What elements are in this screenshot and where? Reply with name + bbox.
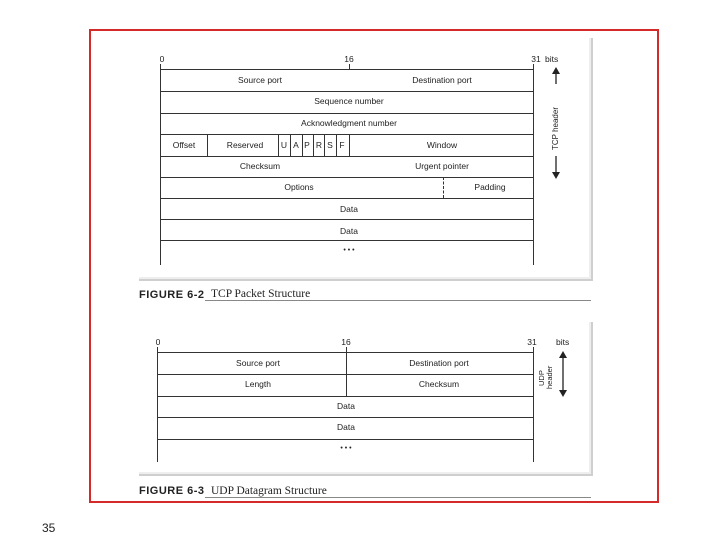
- tcp-div-r: [324, 134, 325, 156]
- tcp-div-reserved: [278, 134, 279, 156]
- tcp-flag-u: U: [280, 140, 288, 150]
- udp-bit-0: 0: [155, 337, 161, 347]
- tcp-offset: Offset: [172, 140, 196, 150]
- page-number: 35: [42, 521, 56, 535]
- tcp-sequence-number: Sequence number: [314, 96, 384, 106]
- tcp-left-border: [160, 69, 161, 265]
- udp-bit-31: 31: [527, 337, 537, 347]
- udp-length: Length: [245, 379, 271, 389]
- tcp-destination-port: Destination port: [412, 75, 472, 85]
- udp-data-2: Data: [337, 422, 355, 432]
- tcp-bits-unit: bits: [545, 54, 559, 64]
- tcp-ack-number: Acknowledgment number: [301, 118, 397, 128]
- tcp-div-s: [336, 134, 337, 156]
- udp-data-1: Data: [337, 401, 355, 411]
- tcp-urgent-pointer: Urgent pointer: [415, 161, 469, 171]
- udp-bit-16: 16: [341, 337, 351, 347]
- tcp-bit-16: 16: [344, 54, 354, 64]
- udp-header-label-line2: header: [545, 365, 554, 389]
- udp-header-arrow: [556, 350, 570, 398]
- tcp-div-u: [290, 134, 291, 156]
- tcp-row-ports: [160, 69, 534, 91]
- tcp-padding: Padding: [474, 182, 506, 192]
- tcp-header-label: TCP header: [551, 107, 560, 150]
- udp-caption-rule: [205, 497, 591, 498]
- tcp-div-f: [349, 134, 350, 156]
- tcp-caption-title: TCP Packet Structure: [211, 288, 311, 300]
- udp-ellipsis: • • •: [340, 445, 352, 452]
- tcp-flag-p: P: [304, 140, 310, 150]
- tcp-flag-s: S: [327, 140, 333, 150]
- udp-checksum: Checksum: [418, 379, 460, 389]
- tcp-div-offset: [207, 134, 208, 156]
- udp-caption-title: UDP Datagram Structure: [211, 485, 327, 497]
- tcp-row-flags: [160, 134, 534, 156]
- udp-mid-divider: [346, 352, 347, 396]
- tcp-div-a: [302, 134, 303, 156]
- tcp-options-padding-divider: [443, 177, 444, 198]
- udp-bits-unit: bits: [556, 337, 570, 347]
- tcp-div-p: [313, 134, 314, 156]
- tcp-caption-figure: FIGURE 6-2: [139, 289, 205, 301]
- tcp-right-border: [533, 69, 534, 265]
- tcp-source-port: Source port: [238, 75, 282, 85]
- udp-destination-port: Destination port: [409, 358, 469, 368]
- udp-source-port: Source port: [236, 358, 280, 368]
- tcp-data-1: Data: [340, 204, 358, 214]
- udp-header-label-line1: UDP: [537, 370, 546, 386]
- tcp-data-2: Data: [340, 226, 358, 236]
- tcp-ellipsis: • • •: [343, 247, 355, 254]
- tcp-flag-r: R: [315, 140, 323, 150]
- tcp-row-checksum: [160, 156, 534, 177]
- tcp-checksum: Checksum: [239, 161, 281, 171]
- tcp-window: Window: [426, 140, 458, 150]
- udp-left-border: [157, 352, 158, 462]
- tcp-bit-31: 31: [531, 54, 541, 64]
- tcp-options: Options: [284, 182, 314, 192]
- udp-caption-figure: FIGURE 6-3: [139, 485, 205, 497]
- tcp-flag-a: A: [293, 140, 299, 150]
- tcp-caption-rule: [205, 300, 591, 301]
- tcp-reserved: Reserved: [226, 140, 264, 150]
- udp-right-border: [533, 352, 534, 462]
- tcp-flag-f: F: [339, 140, 345, 150]
- tcp-bit-0: 0: [159, 54, 165, 64]
